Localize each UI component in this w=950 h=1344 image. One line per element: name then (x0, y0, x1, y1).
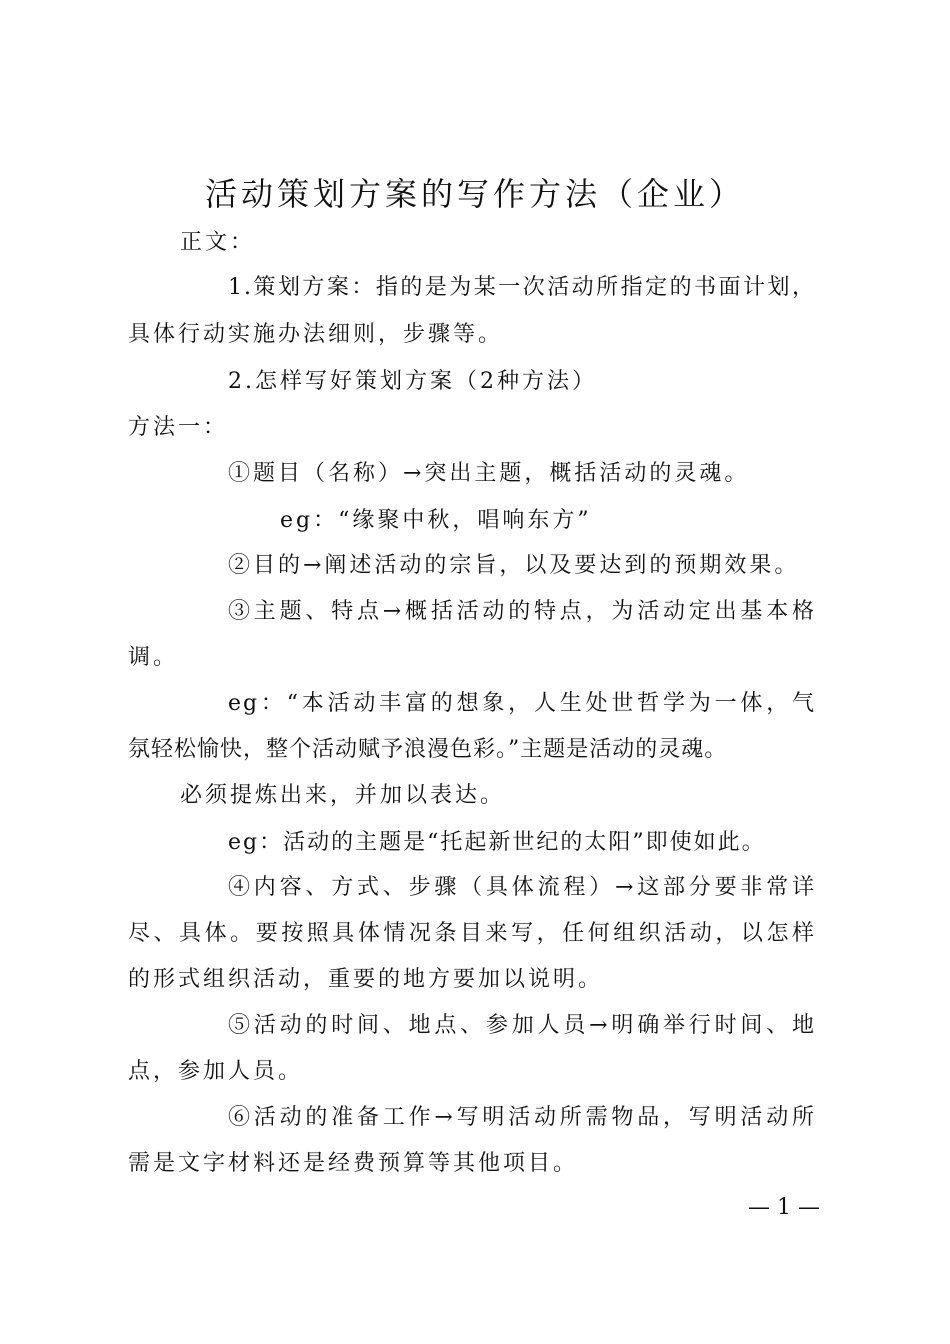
text-line-item-3-second: 调。 (128, 645, 179, 670)
text-line-example-2-second: 氛轻松愉快，整个活动赋予浪漫色彩。”主题是活动的灵魂。 (128, 737, 728, 762)
text-line-zhengwen: 正文： (180, 230, 256, 255)
text-line-item-4-second: 尽、具体。要按照具体情况条目来写，任何组织活动，以怎样 (128, 921, 816, 946)
text-line-2: 2.怎样写好策划方案（2种方法） (228, 369, 597, 394)
text-line-item-2: ②目的→阐述活动的宗旨，以及要达到的预期效果。 (228, 553, 800, 578)
text-line-item-4-third: 的形式组织活动，重要的地方要加以说明。 (128, 967, 604, 992)
text-line-item-5-second: 点，参加人员。 (128, 1059, 304, 1084)
text-line-1-second: 具体行动实施办法细则，步骤等。 (128, 322, 504, 347)
text-line-item-1-example: eg：“缘聚中秋，唱响东方” (280, 508, 592, 533)
text-line-item-3-first: ③主题、特点→概括活动的特点，为活动定出基本格 (228, 599, 816, 624)
text-line-example-2-third: 必须提炼出来，并加以表达。 (180, 783, 506, 808)
text-line-example-3: eg：活动的主题是“托起新世纪的太阳”即使如此。 (228, 830, 766, 855)
text-line-example-2-first: eg：“本活动丰富的想象，人生处世哲学为一体，气 (228, 691, 816, 716)
text-line-item-1: ①题目（名称）→突出主题，概括活动的灵魂。 (228, 461, 750, 486)
text-line-item-5-first: ⑤活动的时间、地点、参加人员→明确举行时间、地 (228, 1013, 816, 1038)
text-line-item-6-second: 需是文字材料还是经费预算等其他项目。 (128, 1151, 579, 1176)
text-line-item-6-first: ⑥活动的准备工作→写明活动所需物品，写明活动所 (228, 1105, 816, 1130)
text-line-1-first: 1.策划方案：指的是为某一次活动所指定的书面计划， (228, 275, 816, 300)
document-title: 活动策划方案的写作方法（企业） (204, 175, 745, 213)
text-line-item-4-first: ④内容、方式、步骤（具体流程）→这部分要非常详 (228, 875, 816, 900)
text-line-method-one: 方法一： (128, 415, 229, 440)
page-number: — 1 — (748, 1195, 820, 1220)
